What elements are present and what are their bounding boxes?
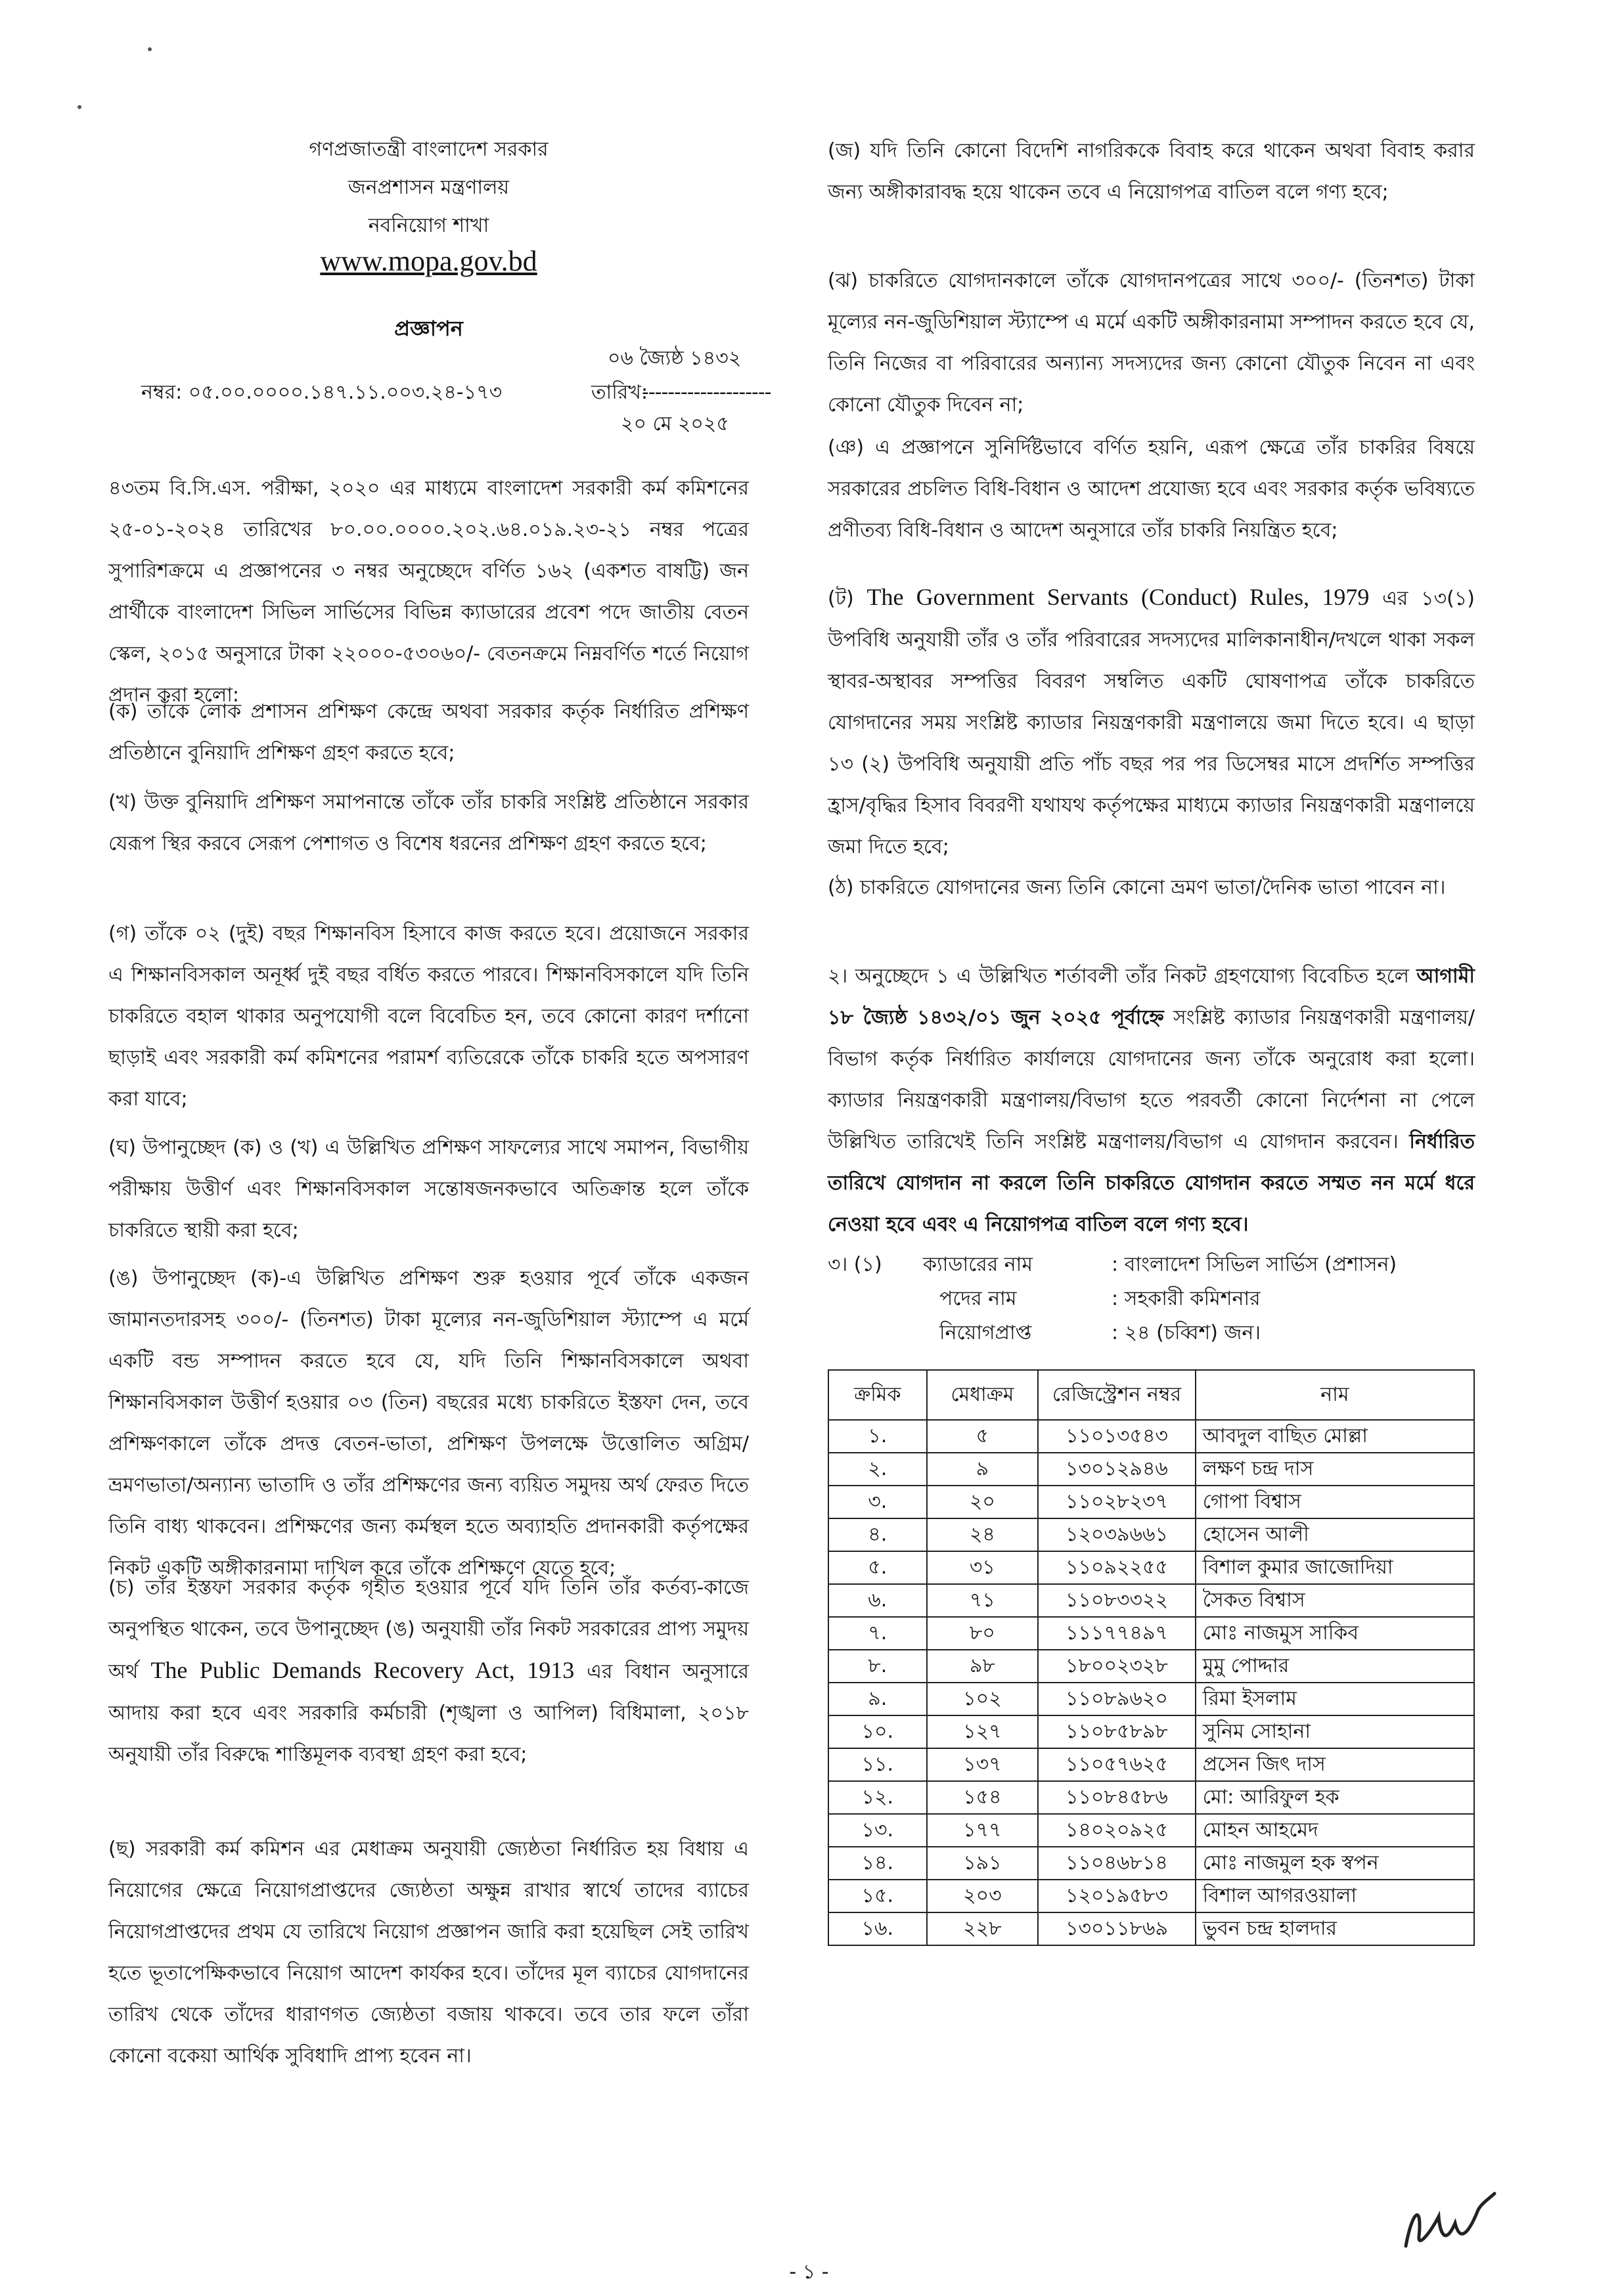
para2-c: সংশ্লিষ্ট ক্যাডার নিয়ন্ত্রণকারী মন্ত্রণালয়/বিভাগ কর্তৃক নির্ধারিত কার্যালয়ে যোগদানের জন্য তাঁকে অনুরোধ করা হলো। ক্যাডার নিয়ন্ত্রণকারী মন্ত্রণালয়/বিভাগ হতে পরবর্তী কোনো নির্দেশনা না পেলে উল্লিখিত তারিখেই তিনি সংশ্লিষ্ট মন্ত্রণালয়/বিভাগ এ যোগদান করবেন।: [828, 1006, 1475, 1153]
cell-merit: ৩১: [927, 1551, 1039, 1584]
table-row: [828, 1518, 1474, 1551]
cell-registration: ১১০৪৬৮১৪: [1038, 1847, 1196, 1880]
cell-name: গোপা বিশ্বাস: [1196, 1486, 1474, 1518]
website-link[interactable]: www.mopa.gov.bd: [320, 245, 537, 277]
clause-ta-rest: এর ১৩(১) উপবিধি অনুযায়ী তাঁর ও তাঁর পরিবারের সদস্যদের মালিকানাধীন/দখলে থাকা সকল স্থাবর-অস্থাবর সম্পত্তির বিবরণ সম্বলিত একটি ঘোষণাপত্র তাঁকে চাকরিতে যোগদানের সময় সংশ্লিষ্ট ক্যাডার নিয়ন্ত্রণকারী মন্ত্রণালয়ে জমা দিতে হবে। এ ছাড়া ১৩ (২) উপবিধি অনুযায়ী প্রতি পাঁচ বছর পর পর ডিসেম্বর মাসে প্রদর্শিত সম্পত্তির হ্রাস/বৃদ্ধির হিসাব বিবরণী যথাযথ কর্তৃপক্ষের মাধ্যমে ক্যাডার নিয়ন্ত্রণকারী মন্ত্রণালয়ে জমা দিতে হবে;: [828, 587, 1475, 858]
bangla-date: ০৬ জ্যৈষ্ঠ ১৪৩২: [608, 347, 742, 370]
cell-serial: ৪.: [828, 1518, 927, 1551]
cell-merit: ২০: [927, 1486, 1039, 1518]
cell-serial: ৩.: [828, 1486, 927, 1518]
clause-jha: (ঝ) চাকরিতে যোগদানকালে তাঁকে যোগদানপত্রের সাথে ৩০০/- (তিনশত) টাকা মূল্যের নন-জুডিশিয়াল স্ট্যাম্পে এ মর্মে একটি অঙ্গীকারনামা সম্পাদন করতে হবে যে, তিনি নিজের বা পরিবারের অন্যান্য সদস্যদের জন্য কোনো যৌতুক নিবেন না এবং কোনো যৌতুক দিবেন না;: [828, 269, 1475, 416]
cell-merit: ৭১: [927, 1584, 1039, 1617]
table-row: [828, 1880, 1474, 1912]
table-row: [828, 1650, 1474, 1683]
cell-registration: ১১০৮৫৮৯৮: [1038, 1715, 1196, 1748]
cell-merit: ২২৮: [927, 1912, 1039, 1945]
cell-merit: ৮০: [927, 1617, 1039, 1650]
cell-serial: ১১.: [828, 1748, 927, 1781]
intro-paragraph: ৪৩তম বি.সি.এস. পরীক্ষা, ২০২০ এর মাধ্যমে বাংলাদেশ সরকারী কর্ম কমিশনের ২৫-০১-২০২৪ তারিখের ৮০.০০.০০০০.২০২.৬৪.০১৯.২৩-২১ নম্বর পত্রের সুপারিশক্রমে এ প্রজ্ঞাপনের ৩ নম্বর অনুচ্ছেদে বর্ণিত ১৬২ (একশত বাষট্টি) জন প্রার্থীকে বাংলাদেশ সিভিল সার্ভিসের বিভিন্ন ক্যাডারের প্রবেশ পদে জাতীয় বেতন স্কেল, ২০১৫ অনুসারে টাকা ২২০০০-৫৩০৬০/- বেতনক্রমে নিম্নবর্ণিত শর্তে নিয়োগ প্রদান করা হলো:: [108, 477, 749, 707]
table-row: [828, 1748, 1474, 1781]
paragraph-2: [828, 956, 1475, 1245]
cell-merit: ৯: [927, 1453, 1039, 1486]
para2-a: ২। অনুচ্ছেদে ১ এ উল্লিখিত শর্তাবলী তাঁর নিকট গ্রহণযোগ্য বিবেচিত হলে: [828, 965, 1417, 988]
cell-registration: ১১০৮৯৬২০: [1038, 1683, 1196, 1715]
english-date: ২০ মে ২০২৫: [621, 412, 729, 435]
cell-registration: ১১০১৩৫৪৩: [1038, 1420, 1196, 1453]
cadre-label: ক্যাডারের নাম: [923, 1253, 1033, 1276]
cell-name: হোসেন আলী: [1196, 1518, 1474, 1551]
table-row: [828, 1847, 1474, 1880]
clause-ka: (ক) তাঁকে লোক প্রশাসন প্রশিক্ষণ কেন্দ্রে অথবা সরকার কর্তৃক নির্ধারিত প্রশিক্ষণ প্রতিষ্ঠানে বুনিয়াদি প্রশিক্ষণ গ্রহণ করতে হবে;: [108, 700, 749, 764]
table-row: [828, 1912, 1474, 1945]
post-label: পদের নাম: [939, 1287, 1017, 1310]
cell-registration: ১১০৮৩৩২২: [1038, 1584, 1196, 1617]
appointee-table: [828, 1369, 1475, 1946]
cell-registration: ১২০৩৯৬৬১: [1038, 1518, 1196, 1551]
cell-registration: ১৪০২০৯২৫: [1038, 1814, 1196, 1847]
cell-name: আবদুল বাছিত মোল্লা: [1196, 1420, 1474, 1453]
joining-deadline: আগামী ১৮ জ্যৈষ্ঠ ১৪৩২/০১ জুন ২০২৫ পূর্বাহ্নে: [828, 965, 1475, 1029]
post-value: : সহকারী কমিশনার: [1112, 1287, 1261, 1310]
cell-serial: ১৬.: [828, 1912, 927, 1945]
table-row: [828, 1486, 1474, 1518]
appointee-count-value: : ২৪ (চব্বিশ) জন।: [1112, 1321, 1261, 1344]
cell-serial: ১০.: [828, 1715, 927, 1748]
cell-merit: ১০২: [927, 1683, 1039, 1715]
table-row: [828, 1420, 1474, 1453]
conduct-rules-name: The Government Servants (Conduct) Rules, 1979: [866, 584, 1370, 610]
signature-scribble: [1393, 2184, 1498, 2263]
clause-ja: (জ) যদি তিনি কোনো বিদেশি নাগরিককে বিবাহ করে থাকেন অথবা বিবাহ করার জন্য অঙ্গীকারাবদ্ধ হয়ে থাকেন তবে এ নিয়োগপত্র বাতিল বলে গণ্য হবে;: [828, 139, 1475, 204]
cell-name: বিশাল আগরওয়ালা: [1196, 1880, 1474, 1912]
cell-merit: ৯৮: [927, 1650, 1039, 1683]
table-row: [828, 1453, 1474, 1486]
cell-serial: ১৫.: [828, 1880, 927, 1912]
cell-serial: ৬.: [828, 1584, 927, 1617]
clause-cha-part1: (চ) তাঁর ইস্তফা সরকার কর্তৃক গৃহীত হওয়ার পূর্বে যদি তিনি তাঁর কর্তব্য-কাজে অনুপস্থিত থাকেন, তবে উপানুচ্ছেদ (ঙ) অনুযায়ী তাঁর নিকট সরকারের প্রাপ্য সমুদয় অর্থ: [108, 1576, 749, 1683]
cell-name: মো: আরিফুল হক: [1196, 1781, 1474, 1814]
cell-serial: ১৪.: [828, 1847, 927, 1880]
cell-registration: ১১০২৮২৩৭: [1038, 1486, 1196, 1518]
table-header-row: [828, 1370, 1474, 1420]
cell-merit: ১৩৭: [927, 1748, 1039, 1781]
cell-merit: ১৫৪: [927, 1781, 1039, 1814]
cell-name: মোহন আহমেদ: [1196, 1814, 1474, 1847]
govt-name: গণপ্রজাতন্ত্রী বাংলাদেশ সরকার: [309, 138, 549, 161]
table-row: [828, 1551, 1474, 1584]
table-row: [828, 1781, 1474, 1814]
cell-registration: ১৮০০২৩২৮: [1038, 1650, 1196, 1683]
table-body: [828, 1420, 1474, 1945]
cell-merit: ১২৭: [927, 1715, 1039, 1748]
cell-registration: ১১০৯২২৫৫: [1038, 1551, 1196, 1584]
cell-serial: ৯.: [828, 1683, 927, 1715]
clause-chha: (ছ) সরকারী কর্ম কমিশন এর মেধাক্রম অনুযায়ী জ্যেষ্ঠতা নির্ধারিত হয় বিধায় এ নিয়োগের ক্ষেত্রে নিয়োগপ্রাপ্তদের জ্যেষ্ঠতা অক্ষুন্ন রাখার স্বার্থে তাদের ব্যাচের নিয়োগপ্রাপ্তদের প্রথম যে তারিখে নিয়োগ প্রজ্ঞাপন জারি করা হয়েছিল সেই তারিখ হতে ভূতাপেক্ষিকভাবে নিয়োগ আদেশ কার্যকর হবে। তাঁদের মূল ব্যাচের যোগদানের তারিখ থেকে তাঁদের ধারাণগত জ্যেষ্ঠতা বজায় থাকবে। তবে তার ফলে তাঁরা কোনো বকেয়া আর্থিক সুবিধাদি প্রাপ্য হবেন না।: [108, 1838, 749, 2067]
clause-uma: (ঙ) উপানুচ্ছেদ (ক)-এ উল্লিখিত প্রশিক্ষণ শুরু হওয়ার পূর্বে তাঁকে একজন জামানতদারসহ ৩০০/- (তিনশত) টাকা মূল্যের নন-জুডিশিয়াল স্ট্যাম্পে এ মর্মে একটি বন্ড সম্পাদন করতে হবে যে, যদি তিনি শিক্ষানবিসকালে অথবা শিক্ষানবিসকাল উত্তীর্ণ হওয়ার ০৩ (তিন) বছরের মধ্যে চাকরিতে ইস্তফা দেন, তবে প্রশিক্ষণকালে তাঁকে প্রদত্ত বেতন-ভাতা, প্রশিক্ষণ উপলক্ষে উত্তোলিত অগ্রিম/ভ্রমণভাতা/অন্যান্য ভাতাদি ও তাঁর প্রশিক্ষণের জন্য ব্যয়িত সমুদয় অর্থ ফেরত দিতে তিনি বাধ্য থাকবেন। প্রশিক্ষণের জন্য কর্মস্থল হতে অব্যাহতি প্রদানকারী কর্তৃপক্ষের নিকট একটি অঙ্গীকারনামা দাখিল করে তাঁকে প্রশিক্ষণে যেতে হবে;: [108, 1267, 749, 1579]
cell-name: ভুবন চন্দ্র হালদার: [1196, 1912, 1474, 1945]
scan-speck: [78, 105, 81, 109]
ministry-name: জনপ্রশাসন মন্ত্রণালয়: [348, 176, 510, 199]
date-fill: --------------------: [642, 381, 771, 404]
para2-warning: নির্ধারিত তারিখে যোগদান না করলে তিনি চাকরিতে যোগদান করতে সম্মত নন মর্মে ধরে নেওয়া হবে এবং এ নিয়োগপত্র বাতিল বলে গণ্য হবে।: [828, 1130, 1475, 1236]
cell-name: সুনিম সোহানা: [1196, 1715, 1474, 1748]
cell-registration: ১৩০১২৯৪৬: [1038, 1453, 1196, 1486]
clause-kha: (খ) উক্ত বুনিয়াদি প্রশিক্ষণ সমাপনান্তে তাঁকে তাঁর চাকরি সংশ্লিষ্ট প্রতিষ্ঠানে সরকার যেরূপ স্থির করবে সেরূপ পেশাগত ও বিশেষ ধরনের প্রশিক্ষণ গ্রহণ করতে হবে;: [108, 791, 749, 855]
clause-nya: (ঞ) এ প্রজ্ঞাপনে সুনির্দিষ্টভাবে বর্ণিত হয়নি, এরূপ ক্ষেত্রে তাঁর চাকরির বিষয়ে সরকারের প্রচলিত বিধি-বিধান ও আদেশ প্রযোজ্য হবে এবং সরকার কর্তৃক ভবিষ্যতে প্রণীতব্য বিধি-বিধান ও আদেশ অনুসারে তাঁর চাকরি নিয়ন্ত্রিত হবে;: [828, 436, 1475, 542]
page-number: - ১ -: [789, 2261, 829, 2284]
cell-registration: ১১১৭৭৪৯৭: [1038, 1617, 1196, 1650]
cell-name: মুমু পোদ্দার: [1196, 1650, 1474, 1683]
notice-title: প্রজ্ঞাপন: [394, 316, 463, 341]
cell-registration: ১২০১৯৫৮৩: [1038, 1880, 1196, 1912]
table-row: [828, 1584, 1474, 1617]
cell-merit: ৫: [927, 1420, 1039, 1453]
cell-registration: ১১০৫৭৬২৫: [1038, 1748, 1196, 1781]
cell-registration: ১১০৮৪৫৮৬: [1038, 1781, 1196, 1814]
date-label: তারিখ:: [591, 381, 648, 404]
cadre-value: : বাংলাদেশ সিভিল সার্ভিস (প্রশাসন): [1112, 1253, 1397, 1276]
cell-serial: ৭.: [828, 1617, 927, 1650]
cell-name: রিমা ইসলাম: [1196, 1683, 1474, 1715]
col-merit-header: মেধাক্রম: [927, 1370, 1039, 1420]
cell-merit: ২৪: [927, 1518, 1039, 1551]
cell-serial: ২.: [828, 1453, 927, 1486]
col-name-header: নাম: [1196, 1370, 1474, 1420]
section-name: নবনিয়োগ শাখা: [368, 214, 489, 237]
scan-speck: [148, 47, 152, 51]
recovery-act-name: The Public Demands Recovery Act, 1913: [150, 1657, 575, 1683]
para3-prefix: ৩। (১): [828, 1253, 882, 1276]
clause-ga: (গ) তাঁকে ০২ (দুই) বছর শিক্ষানবিস হিসাবে কাজ করতে হবে। প্রয়োজনে সরকার এ শিক্ষানবিসকাল অনূর্ধ্ব দুই বছর বর্ধিত করতে পারবে। শিক্ষানবিসকালে যদি তিনি চাকরিতে বহাল থাকার অনুপযোগী বলে বিবেচিত হন, তবে কোনো কারণ দর্শানো ছাড়াই এবং সরকারী কর্ম কমিশনের পরামর্শ ব্যতিরেকে তাঁকে চাকরি হতে অপসারণ করা যাবে;: [108, 922, 749, 1111]
cell-name: মোঃ নাজমুস সাকিব: [1196, 1617, 1474, 1650]
table-row: [828, 1617, 1474, 1650]
table-row: [828, 1715, 1474, 1748]
cell-merit: ১৭৭: [927, 1814, 1039, 1847]
cell-name: মোঃ নাজমুল হক স্বপন: [1196, 1847, 1474, 1880]
clause-ta-prefix: (ট): [828, 587, 867, 610]
cell-serial: ৮.: [828, 1650, 927, 1683]
cell-serial: ১২.: [828, 1781, 927, 1814]
clause-ta: [828, 577, 1475, 868]
memo-number: নম্বর: ০৫.০০.০০০০.১৪৭.১১.০০৩.২৪-১৭৩: [141, 381, 503, 404]
cell-merit: ১৯১: [927, 1847, 1039, 1880]
cell-name: লক্ষণ চন্দ্র দাস: [1196, 1453, 1474, 1486]
cell-serial: ১.: [828, 1420, 927, 1453]
clause-cha: [108, 1567, 749, 1775]
table-row: [828, 1814, 1474, 1847]
cell-name: বিশাল কুমার জাজোদিয়া: [1196, 1551, 1474, 1584]
cell-merit: ২০৩: [927, 1880, 1039, 1912]
cell-name: প্রসেন জিৎ দাস: [1196, 1748, 1474, 1781]
cell-registration: ১৩০১১৮৬৯: [1038, 1912, 1196, 1945]
cell-serial: ১৩.: [828, 1814, 927, 1847]
col-registration-header: রেজিস্ট্রেশন নম্বর: [1038, 1370, 1196, 1420]
clause-tha: (ঠ) চাকরিতে যোগদানের জন্য তিনি কোনো ভ্রমণ ভাতা/দৈনিক ভাতা পাবেন না।: [828, 876, 1446, 899]
appointee-count-label: নিয়োগপ্রাপ্ত: [939, 1321, 1032, 1344]
col-serial-header: ক্রমিক: [828, 1370, 927, 1420]
cell-name: সৈকত বিশ্বাস: [1196, 1584, 1474, 1617]
clause-gha: (ঘ) উপানুচ্ছেদ (ক) ও (খ) এ উল্লিখিত প্রশিক্ষণ সাফল্যের সাথে সমাপন, বিভাগীয় পরীক্ষায় উত্তীর্ণ এবং শিক্ষানবিসকাল সন্তোষজনকভাবে অতিক্রান্ত হলে তাঁকে চাকরিতে স্থায়ী করা হবে;: [108, 1136, 749, 1242]
cell-serial: ৫.: [828, 1551, 927, 1584]
clause-cha-part2: এর বিধান অনুসারে আদায় করা হবে এবং সরকারি কর্মচারী (শৃঙ্খলা ও আপিল) বিধিমালা, ২০১৮ অনুযায়ী তাঁর বিরুদ্ধে শাস্তিমূলক ব্যবস্থা গ্রহণ করা হবে;: [108, 1660, 749, 1766]
table-row: [828, 1683, 1474, 1715]
